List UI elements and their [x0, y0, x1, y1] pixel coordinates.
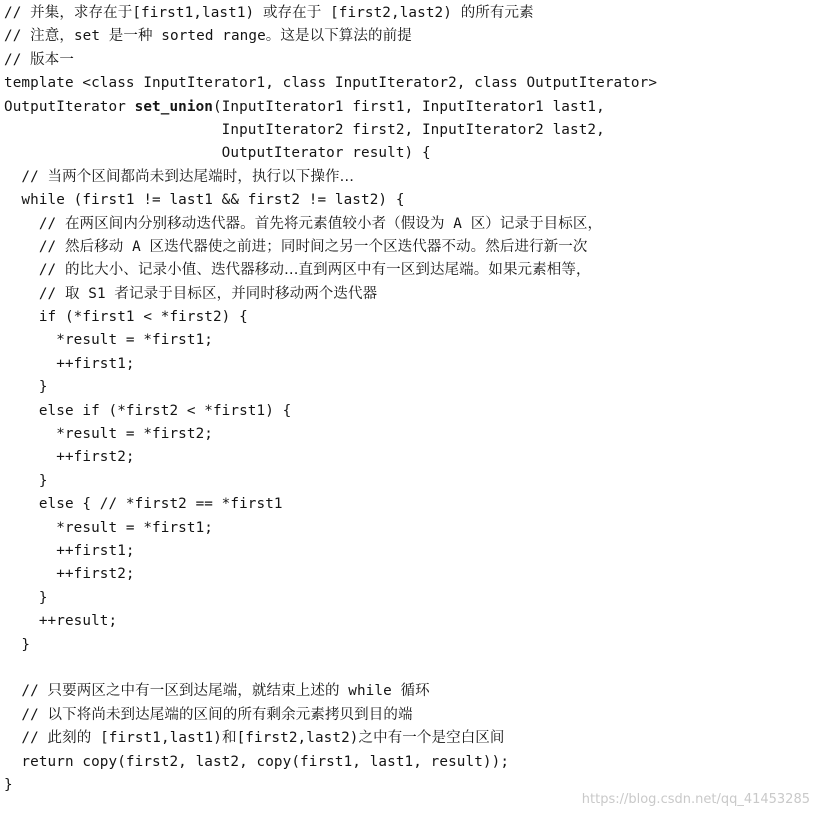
code-line-14: if (*first1 < *first2) { [4, 309, 248, 326]
code-line-23: *result = *first1; [4, 519, 213, 536]
code-line-16: ++first1; [4, 355, 135, 372]
function-signature-line-3: OutputIterator result) { [4, 145, 431, 162]
watermark: https://blog.csdn.net/qq_41453285 [581, 792, 810, 807]
code-line-13: // 取 S1 者记录于目标区，并同时移动两个迭代器 [4, 285, 378, 302]
code-line-19: *result = *first2; [4, 426, 213, 443]
code-line-10: // 在两区间内分别移动迭代器。首先将元素值较小者（假设为 A 区）记录于目标区， [4, 215, 603, 232]
function-signature-line-2: InputIterator2 first2, InputIterator2 last2, [4, 121, 605, 138]
template-declaration: template <class InputIterator1, class InputIterator2, class OutputIterator> [4, 75, 658, 92]
function-name: set_union [134, 98, 213, 115]
code-line-30: // 只要两区之中有一区到达尾端，就结束上述的 while 循环 [4, 683, 430, 700]
code-listing [4, 2, 816, 797]
code-line-25: ++first2; [4, 566, 135, 583]
code-line-31: // 以下将尚未到达尾端的区间的所有剩余元素拷贝到目的端 [4, 706, 413, 723]
code-line-8: // 当两个区间都尚未到达尾端时，执行以下操作… [4, 168, 355, 185]
return-statement: return copy(first2, last2, copy(first1, last1, result)); [4, 753, 510, 770]
code-line-27: ++result; [4, 613, 118, 630]
closing-brace: } [4, 776, 13, 793]
code-line-21: } [4, 472, 48, 489]
code-line-20: ++first2; [4, 449, 135, 466]
code-line-28: } [4, 636, 31, 653]
code-line-12: // 的比大小、记录小值、迭代器移动…直到两区中有一区到达尾端。如果元素相等， [4, 262, 591, 279]
comment-line-1: // 并集，求存在于[first1,last1) 或存在于 [first2,last2) 的所有元素 [4, 5, 534, 21]
code-line-24: ++first1; [4, 542, 135, 559]
comment-line-3: // 版本一 [4, 51, 74, 68]
code-line-32: // 此刻的 [first1,last1)和[first2,last2)之中有一个是空白区间 [4, 730, 505, 747]
code-line-9: while (first1 != last1 && first2 != last2) { [4, 192, 405, 209]
function-signature-line-1: OutputIterator set_union(InputIterator1 first1, InputIterator1 last1, [4, 98, 605, 115]
comment-line-2: // 注意，set 是一种 sorted range。这是以下算法的前提 [4, 28, 412, 45]
blank-line [4, 657, 816, 680]
code-line-11: // 然后移动 A 区迭代器使之前进；同时间之另一个区迭代器不动。然后进行新一次 [4, 238, 588, 255]
code-line-17: } [4, 379, 48, 396]
code-line-26: } [4, 589, 48, 606]
code-line-22: else { // *first2 == *first1 [4, 496, 283, 513]
code-line-15: *result = *first1; [4, 332, 213, 349]
code-line-18: else if (*first2 < *first1) { [4, 402, 292, 419]
